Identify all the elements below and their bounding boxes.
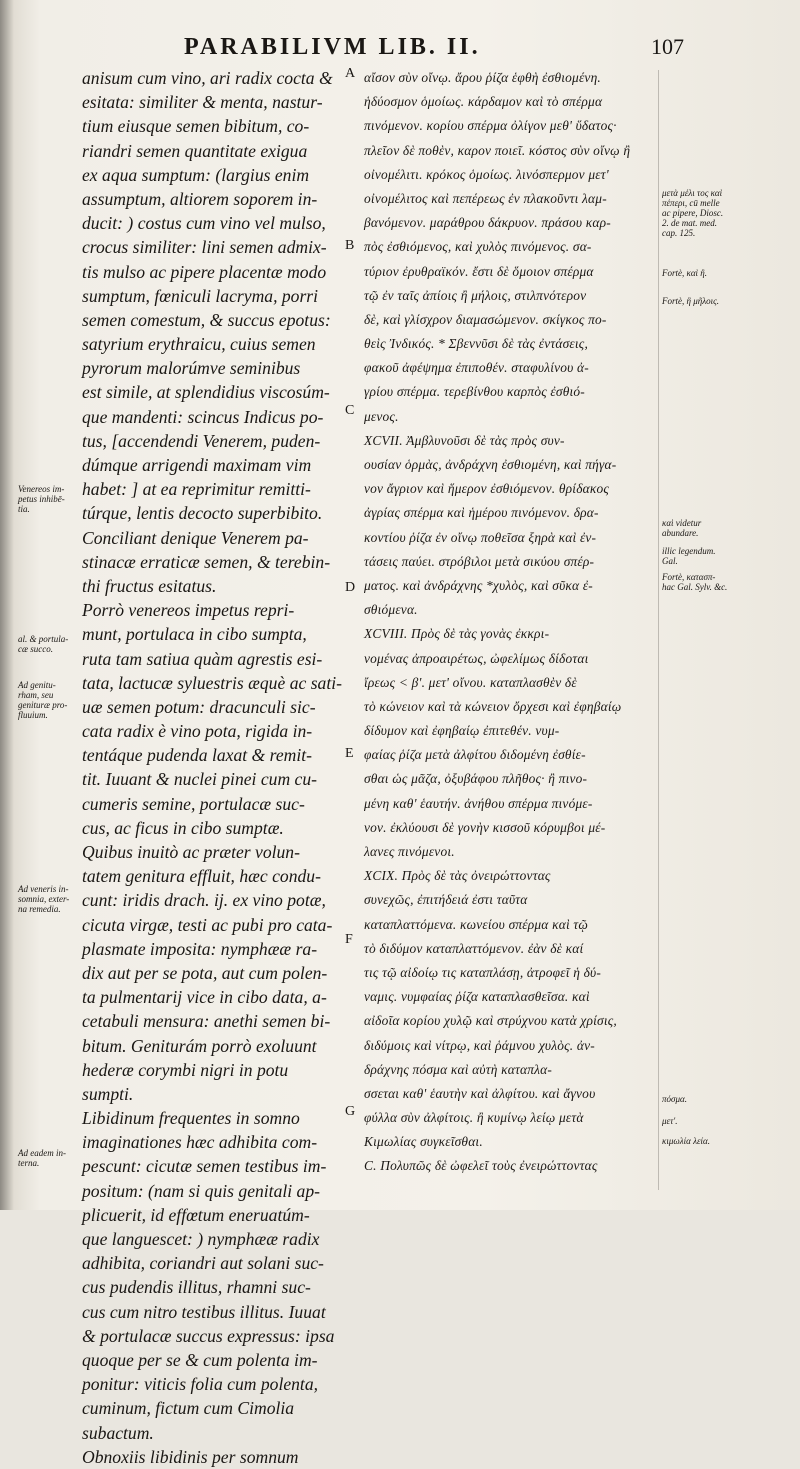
text-line: esitata: similiter & menta, nastur- bbox=[82, 92, 323, 113]
text-line: Obnoxiis libidinis per somnum bbox=[82, 1446, 299, 1467]
text-line: νον ἄγριον καὶ ἥμερον ἐσθιόμενον. θρίδακος bbox=[364, 481, 610, 497]
text-line: ἀγρίας σπέρμα καὶ ἡμέρου πινόμενον. δρα- bbox=[364, 505, 599, 521]
text-line: ματος. καὶ ἀνδράχνης *χυλὸς, καὶ σῦκα ἐ- bbox=[364, 577, 593, 593]
text-line: φύλλα σὺν ἀλφίτοις. ἢ κυμίνῳ λείῳ μετὰ bbox=[364, 1110, 584, 1126]
text-line: πλεῖον δὲ ποθὲν, καρον ποιεῖ. κόστος σὺν οἴνῳ ἢ bbox=[364, 142, 631, 158]
text-line: sumpti. bbox=[82, 1083, 134, 1104]
text-line: cus, ac ficus in cibo sumptæ. bbox=[82, 817, 284, 838]
text-line: tata, lactucæ syluestris æquè ac sati- bbox=[82, 672, 342, 693]
text-line: βανόμενον. μαράθρου δάκρυον. πράσου καρ- bbox=[364, 215, 611, 231]
text-line: νον. ἐκλύουσι δὲ γονὴν κισσοῦ κόρυμβοι μέ- bbox=[364, 819, 606, 835]
section-letter-f: F bbox=[345, 932, 353, 947]
page-header bbox=[184, 34, 684, 68]
margin-note-d2: illic legendum. Gal. bbox=[662, 546, 716, 566]
page-gutter-shadow bbox=[0, 0, 14, 1210]
text-line: cunt: iridis drach. ij. ex vino potæ, bbox=[82, 890, 326, 911]
text-line: assumptum, altiorem soporem in- bbox=[82, 188, 318, 209]
section-letter-d: D bbox=[345, 580, 356, 595]
text-line: quoque per se & cum polenta im- bbox=[82, 1349, 318, 1370]
text-line: Libidinum frequentes in somno bbox=[82, 1108, 300, 1129]
text-line: θεὶς Ἰνδικός. * Σβεννῦσι δὲ τὰς ἐντάσεις, bbox=[364, 336, 588, 352]
text-line: munt, portulaca in cibo sumpta, bbox=[82, 624, 307, 645]
text-line: cata radix è vino pota, rigida in- bbox=[82, 721, 313, 742]
text-line: tis mulso ac pipere placentæ modo bbox=[82, 261, 327, 282]
section-letters bbox=[345, 66, 363, 1166]
text-line: habet: ] at ea reprimitur remitti- bbox=[82, 479, 311, 500]
text-line: thi fructus esitatus. bbox=[82, 575, 217, 596]
column-divider bbox=[658, 70, 659, 1190]
text-line: plicuerit, id effœtum eneruatúm- bbox=[82, 1204, 310, 1225]
text-line: διδύμοις καὶ νίτρῳ, καὶ ῥάμνου χυλὸς. ἀν- bbox=[364, 1037, 595, 1053]
text-line: cicuta virgæ, testi ac pubi pro cata- bbox=[82, 914, 333, 935]
text-line: φακοῦ ἀφέψημα ἐπιποθέν. σταφυλίνου ἀ- bbox=[364, 360, 589, 376]
text-line: positum: (nam si quis genitali ap- bbox=[82, 1180, 320, 1201]
text-line: δὲ, καὶ γλίσχρον διαμασώμενον. σκίγκος πο- bbox=[364, 311, 607, 327]
text-line: μενος. bbox=[364, 408, 399, 424]
text-line: cus pudendis illitus, rhamni suc- bbox=[82, 1277, 311, 1298]
text-line: cumeris semine, portulacæ suc- bbox=[82, 793, 305, 814]
text-line: ta pulmentarij vice in cibo data, a- bbox=[82, 987, 327, 1008]
margin-note-b1: μετὰ μέλι τος καὶ πέπερι, cū melle ac pipere, Diosc. 2. de mat. med. cap. 125. bbox=[662, 188, 724, 238]
section-letter-b: B bbox=[345, 238, 355, 253]
margin-note-somnia: Ad veneris in- somnia, exter- na remedia. bbox=[18, 884, 70, 914]
text-line: Quibus inuitò ac præter volun- bbox=[82, 842, 300, 862]
text-line: ναμις. νυμφαίας ῥίζα καταπλασθεῖσα. καὶ bbox=[364, 989, 590, 1005]
text-line: cuminum, fictum cum Cimolia bbox=[82, 1398, 295, 1419]
text-line: καταπλαττόμενα. κωνείου σπέρμα καὶ τῷ bbox=[364, 916, 589, 932]
text-line: bitum. Geniturám porrò exoluunt bbox=[82, 1035, 317, 1056]
text-line: XCVIII. Πρὸς δὲ τὰς γονὰς ἐκκρι- bbox=[364, 626, 550, 642]
text-line: φαίας ῥίζα μετὰ ἀλφίτου διδομένη ἐσθίε- bbox=[364, 747, 586, 763]
text-line: que mandenti: scincus Indicus po- bbox=[82, 406, 324, 427]
text-line: πὸς ἐσθιόμενος, καὶ χυλὸς πινόμενος. σα- bbox=[364, 239, 592, 255]
margin-note-eadem: Ad eadem in- terna. bbox=[18, 1148, 66, 1168]
greek-column bbox=[364, 66, 654, 1179]
text-line: dix aut per se pota, aut cum polen- bbox=[82, 962, 328, 983]
text-line: μένη καθ' ἑαυτήν. ἀνήθου σπέρμα πινόμε- bbox=[364, 795, 593, 811]
text-line: plasmate imposita: nymphææ ra- bbox=[82, 938, 318, 959]
text-line: tus, [accendendi Venerem, puden- bbox=[82, 430, 321, 451]
text-line: ουσίαν ὁρμὰς, ἀνδράχνη ἐσθιομένη, καὶ πήγα- bbox=[364, 457, 617, 472]
text-line: γρίου σπέρμα. τερεβίνθου καρπὸς ἐσθιό- bbox=[364, 384, 585, 400]
text-line: cus cum nitro testibus illitus. Iuuat bbox=[82, 1301, 326, 1322]
text-line: XCIX. Πρὸς δὲ τὰς ὀνειρώττοντας bbox=[364, 868, 551, 884]
latin-column bbox=[82, 66, 342, 1469]
text-line: semen comestum, & succus epotus: bbox=[82, 309, 331, 330]
text-line: uæ semen potum: dracunculi sic- bbox=[82, 696, 316, 717]
margin-note-b3: Fortè, ἢ μῆλοις. bbox=[662, 296, 719, 306]
text-line: δίδυμον καὶ ἐφηβαίῳ ἐπιτεθέν. νυμ- bbox=[364, 723, 560, 739]
text-line: anisum cum vino, ari radix cocta & bbox=[82, 68, 333, 88]
running-title: PARABILIVM LIB. II. bbox=[184, 34, 481, 60]
text-line: riandri semen quantitate exigua bbox=[82, 140, 308, 161]
text-line: cetabuli mensura: anethi semen bi- bbox=[82, 1011, 331, 1032]
text-line: τῷ ἐν ταῖς ἀπίοις ἢ μήλοις, στιλπνότερον bbox=[364, 287, 587, 303]
text-line: est simile, at splendidius viscosúm- bbox=[82, 382, 330, 403]
text-line: satyrium erythraicu, cuius semen bbox=[82, 334, 316, 355]
text-line: συνεχῶς, ἐπιτήδειά ἐστι ταῦτα bbox=[364, 892, 528, 908]
text-line: que languescet: ) nymphææ radix bbox=[82, 1229, 320, 1249]
text-line: subactum. bbox=[82, 1422, 154, 1443]
text-line: τὸ διδύμον καταπλαττόμενον. ἐὰν δὲ καί bbox=[364, 940, 584, 956]
text-line: sumptum, fœniculi lacryma, porri bbox=[82, 285, 319, 306]
section-letter-c: C bbox=[345, 403, 355, 418]
text-line: αἴσον σὺν οἴνῳ. ἄρου ῥίζα ἑφθὴ ἐσθιομένη. bbox=[364, 70, 601, 85]
margin-note-genitura: Ad genitu- rham, seu genituræ pro- fluuium. bbox=[18, 680, 68, 720]
text-line: pyrorum malorúmve seminibus bbox=[82, 358, 301, 379]
text-line: túrque, lentis decocto superbibito. bbox=[82, 503, 323, 524]
text-line: dúmque arrigendi maximam vim bbox=[82, 455, 312, 475]
text-line: hederæ corymbi nigri in potu bbox=[82, 1059, 289, 1080]
text-line: imaginationes hæc adhibita com- bbox=[82, 1132, 318, 1153]
margin-note-g2: μετ'. bbox=[662, 1116, 678, 1126]
text-line: ponitur: viticis folia cum polenta, bbox=[82, 1374, 319, 1395]
margin-note-portulaca: al. & portula- cæ succo. bbox=[18, 634, 69, 654]
margin-note-d3: Fortè, κατασπ- hac Gal. Sylv. &c. bbox=[662, 572, 728, 592]
text-line: tit. Iuuant & nuclei pinei cum cu- bbox=[82, 769, 318, 790]
text-line: tium eiusque semen bibitum, co- bbox=[82, 116, 310, 137]
page-number: 107 bbox=[651, 34, 684, 59]
text-line: τὸ κώνειον καὶ τὰ κώνειον ὄρχεσι καὶ ἐφηβαίῳ bbox=[364, 698, 622, 714]
text-line: οἰνομέλιτι. κρόκος ὁμοίως. λινόσπερμον μετ' bbox=[364, 166, 609, 182]
text-line: σσεται καθ' ἑαυτὴν καὶ ἀλφίτου. καὶ ἄγνου bbox=[364, 1085, 596, 1101]
text-line: ἡδύοσμον ὁμοίως. κάρδαμον καὶ τὸ σπέρμα bbox=[364, 94, 603, 110]
text-line: XCVII. Ἀμβλυνοῦσι δὲ τὰς πρὸς συν- bbox=[364, 432, 565, 448]
text-line: stinacæ erraticæ semen, & terebin- bbox=[82, 551, 331, 572]
text-line: τις τῷ αἰδοίῳ τις καταπλάσῃ, ἀτροφεῖ ἡ δύ- bbox=[364, 964, 602, 980]
text-line: C. Πολυπῶς δὲ ὠφελεῖ τοὺς ἐνειρώττοντας bbox=[364, 1158, 598, 1174]
margin-note-d1: καὶ videtur abundare. bbox=[662, 518, 702, 538]
text-line: τύριον ἐρυθραϊκόν. ἔστι δὲ ὅμοιον σπέρμα bbox=[364, 263, 594, 279]
section-letter-e: E bbox=[345, 746, 354, 761]
margin-note-b2: Fortè, καὶ ἢ. bbox=[662, 268, 708, 278]
text-line: νομένας ἀπροαιρέτως, ὠφελίμως δίδοται bbox=[364, 650, 589, 666]
margin-note-venereos: Venereos im- petus inhibē- tia. bbox=[18, 484, 65, 514]
text-line: λανες πινόμενοι. bbox=[364, 844, 455, 859]
text-line: ducit: ) costus cum vino vel mulso, bbox=[82, 213, 326, 234]
text-line: δράχνης πόσμα καὶ αὐτὴ καταπλα- bbox=[364, 1061, 552, 1077]
text-line: adhibita, coriandri aut solani suc- bbox=[82, 1253, 324, 1274]
text-line: tatem genitura effluit, hæc condu- bbox=[82, 866, 321, 887]
text-line: Κιμωλίας συγκεῖσθαι. bbox=[364, 1134, 483, 1150]
text-line: Conciliant denique Venerem pa- bbox=[82, 527, 309, 548]
margin-note-g1: πόσμα. bbox=[662, 1094, 687, 1104]
text-line: οἰνομέλιτος καὶ πεπέρεως ἐν πλακοῦντι λαμ- bbox=[364, 190, 607, 206]
section-letter-g: G bbox=[345, 1104, 356, 1119]
text-line: Porrò venereos impetus repri- bbox=[82, 600, 295, 621]
text-line: τάσεις παύει. στρόβιλοι μετὰ σικύου σπέρ- bbox=[364, 553, 595, 569]
text-line: pescunt: cicutæ semen testibus im- bbox=[82, 1156, 327, 1177]
text-line: σθιόμενα. bbox=[364, 602, 418, 618]
text-line: crocus similiter: lini semen admix- bbox=[82, 237, 327, 258]
text-line: ex aqua sumptum: (largius enim bbox=[82, 164, 310, 185]
text-line: σθαι ὡς μᾶζα, ὀξυβάφου πλῆθος· ἢ πινο- bbox=[364, 771, 588, 787]
text-line: κοντίου ῥίζα ἐν οἴνῳ ποθεῖσα ξηρὰ καὶ ἐν- bbox=[364, 529, 597, 545]
text-line: ruta tam satiua quàm agrestis esi- bbox=[82, 648, 323, 669]
text-line: ἴρεως < β'. μετ' οἴνου. καταπλασθὲν δὲ bbox=[364, 674, 577, 690]
text-line: πινόμενον. κορίου σπέρμα ὀλίγον μεθ' ὕδατος· bbox=[364, 118, 617, 134]
text-line: tentáque pudenda laxat & remit- bbox=[82, 745, 312, 766]
margin-note-g3: κιμωλία λεία. bbox=[662, 1136, 710, 1146]
text-line: & portulacæ succus expressus: ipsa bbox=[82, 1325, 335, 1346]
section-letter-a: A bbox=[345, 66, 356, 81]
text-line: αἰδοῖα κορίου χυλῷ καὶ στρύχνου κατὰ χρίσις, bbox=[364, 1013, 617, 1029]
